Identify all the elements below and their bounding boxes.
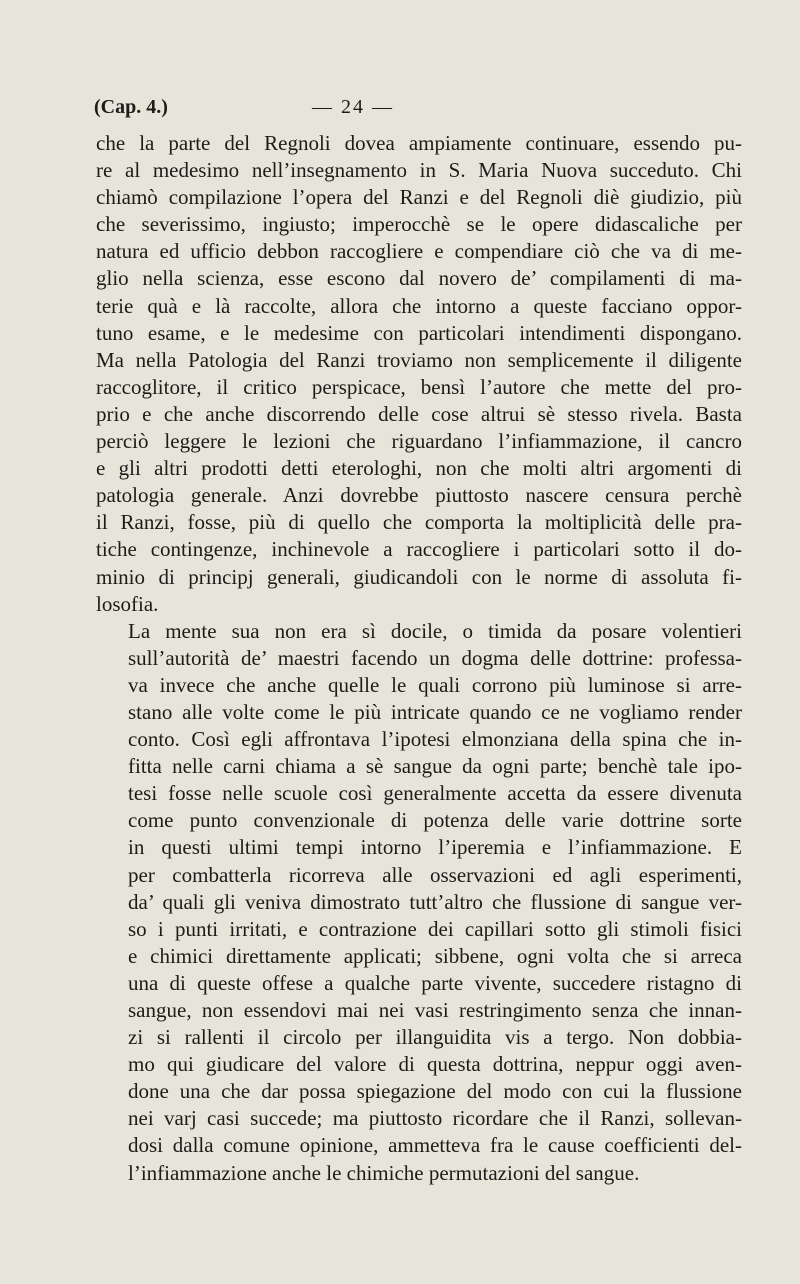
text-line: il Ranzi, fosse, più di quello che comporta la moltiplicità delle pra- — [96, 510, 742, 535]
text-line: in questi ultimi tempi intorno l’iperemia e l’infiammazione. E — [128, 835, 742, 860]
text-line: prio e che anche discorrendo delle cose altrui sè stesso rivela. Basta — [96, 401, 742, 426]
text-line: tiche contingenze, inchinevole a raccogliere i particolari sotto il do- — [96, 537, 742, 562]
text-line: minio di principj generali, giudicandoli con le norme di assoluta fi- — [96, 564, 742, 589]
text-line: nei varj casi succede; ma piuttosto ricordare che il Ranzi, sollevan- — [128, 1106, 742, 1131]
text-line: da’ quali gli veniva dimostrato tutt’altro che flussione di sangue ver- — [128, 889, 742, 914]
text-line: natura ed ufficio debbon raccogliere e compendiare ciò che va di me- — [96, 239, 742, 264]
text-line: zi si rallenti il circolo per illanguidita vis a tergo. Non dobbia- — [128, 1025, 742, 1050]
text-line: raccoglitore, il critico perspicace, bensì l’autore che mette del pro- — [96, 374, 742, 399]
text-line: che severissimo, ingiusto; imperocchè se le opere didascaliche per — [96, 212, 742, 237]
text-line: dosi dalla comune opinione, ammetteva fra le cause coefficienti del- — [128, 1133, 742, 1158]
paragraph-2 — [96, 618, 742, 1187]
text-line: done una che dar possa spiegazione del modo con cui la flussione — [128, 1079, 742, 1104]
text-line: Ma nella Patologia del Ranzi troviamo non semplicemente il diligente — [96, 347, 742, 372]
text-line: patologia generale. Anzi dovrebbe piuttosto nascere censura perchè — [96, 483, 742, 508]
text-line: come punto convenzionale di potenza delle varie dottrine sorte — [128, 808, 742, 833]
paragraph-1 — [96, 130, 742, 618]
text-line: va invece che anche quelle le quali corrono più luminose si arre- — [128, 672, 742, 697]
text-line: tesi fosse nelle scuole così generalmente accetta da essere divenuta — [128, 781, 742, 806]
text-line: una di queste offese a qualche parte vivente, succedere ristagno di — [128, 970, 742, 995]
text-line: e chimici direttamente applicati; sibbene, ogni volta che si arreca — [128, 943, 742, 968]
text-line: stano alle volte come le più intricate quando ce ne vogliamo render — [128, 699, 742, 724]
text-line: fitta nelle carni chiama a sè sangue da ogni parte; benchè tale ipo- — [128, 754, 742, 779]
text-line: perciò leggere le lezioni che riguardano l’infiammazione, il cancro — [96, 429, 742, 454]
text-line: mo qui giudicare del valore di questa dottrina, neppur oggi aven- — [128, 1052, 742, 1077]
chapter-label: (Cap. 4.) — [94, 96, 168, 118]
text-line: che la parte del Regnoli dovea ampiamente continuare, essendo pu- — [96, 131, 742, 155]
text-line: tuno esame, e le medesime con particolari intendimenti dispongano. — [96, 320, 742, 345]
text-line: sull’autorità de’ maestri facendo un dogma delle dottrine: professa- — [128, 645, 742, 670]
text-line: so i punti irritati, e contrazione dei capillari sotto gli stimoli fisici — [128, 916, 742, 941]
text-line: e gli altri prodotti detti eterologhi, non che molti altri argomenti di — [96, 456, 742, 481]
text-line: terie quà e là raccolte, allora che intorno a queste facciano oppor- — [96, 293, 742, 318]
text-line: conto. Così egli affrontava l’ipotesi elmonziana della spina che in- — [128, 727, 742, 752]
text-line: re al medesimo nell’insegnamento in S. Maria Nuova succeduto. Chi — [96, 158, 742, 183]
text-line: glio nella scienza, esse escono dal novero de’ compilamenti di ma- — [96, 266, 742, 291]
page-header — [94, 96, 734, 126]
text-line: losofia. — [96, 591, 159, 616]
text-line: sangue, non essendovi mai nei vasi restringimento senza che innan- — [128, 998, 742, 1022]
text-line: per combatterla ricorreva alle osservazioni ed agli esperimenti, — [128, 862, 742, 887]
text-line: La mente sua non era sì docile, o timida da posare volentieri — [128, 618, 742, 643]
text-line: l’infiammazione anche le chimiche permutazioni del sangue. — [128, 1160, 640, 1185]
page-number: — 24 — — [312, 96, 394, 118]
text-line: chiamò compilazione l’opera del Ranzi e del Regnoli diè giudizio, più — [96, 185, 742, 210]
body-text — [96, 130, 742, 1187]
